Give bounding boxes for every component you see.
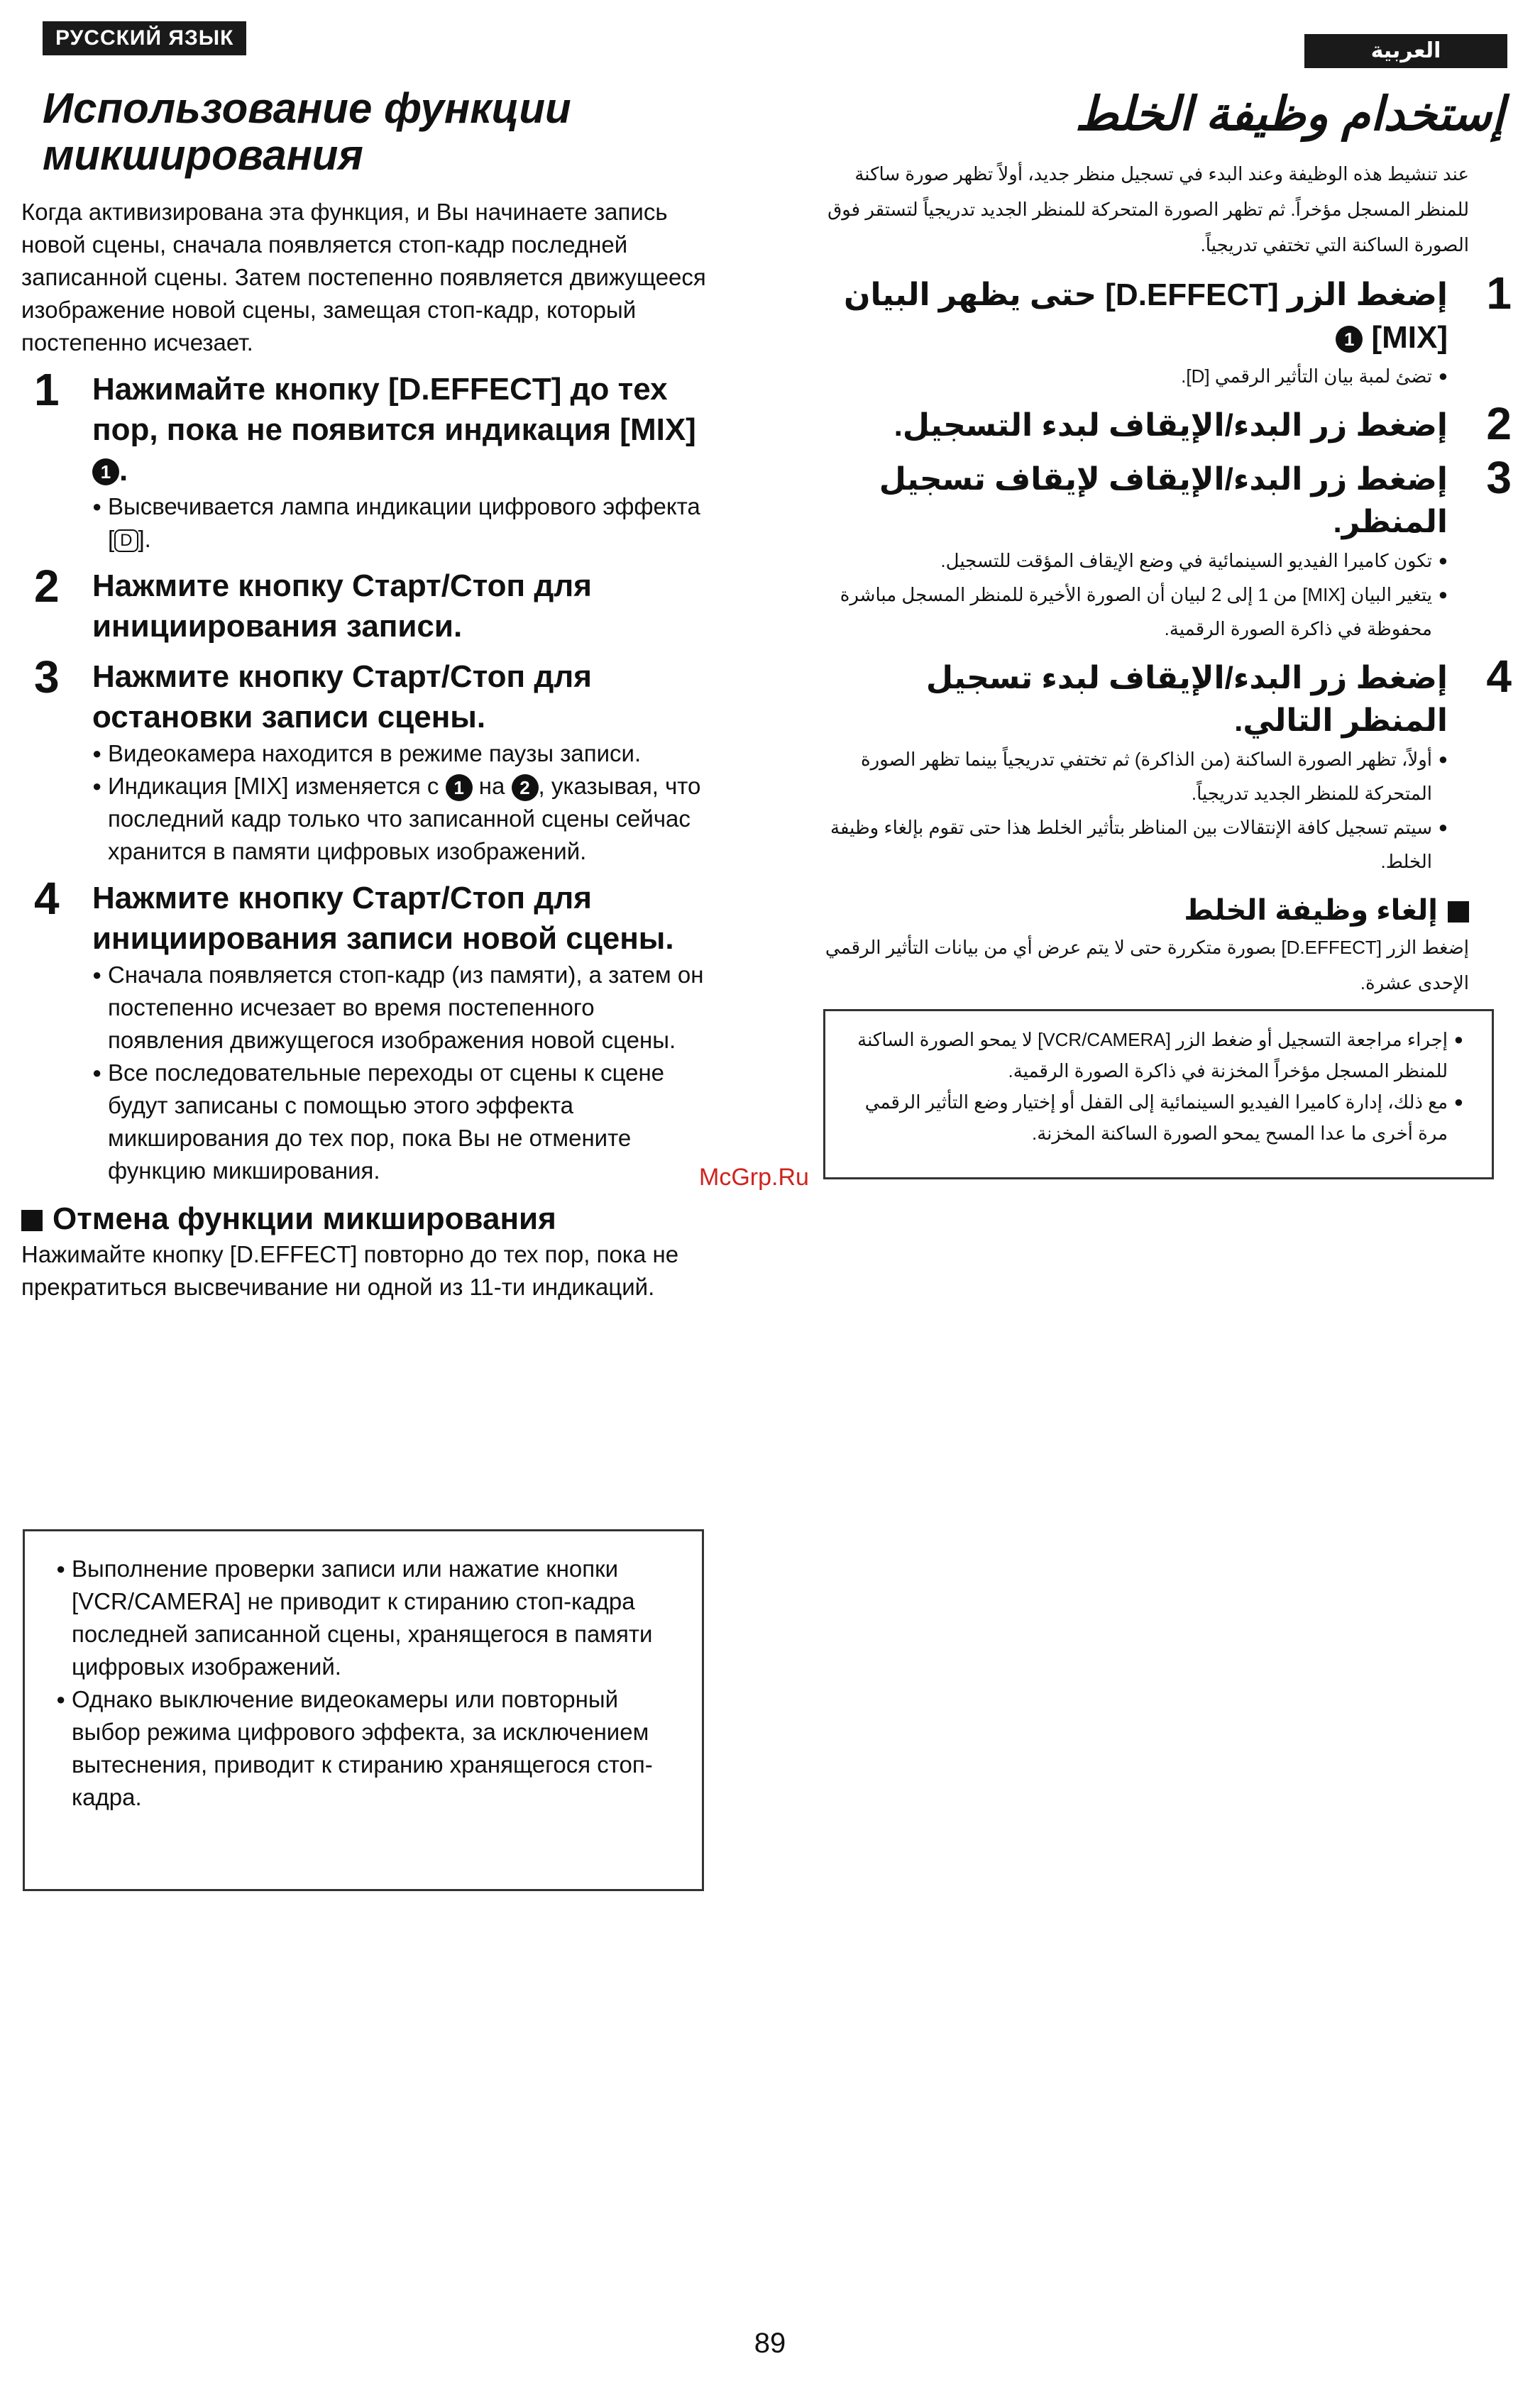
page-number: 89 — [754, 2328, 786, 2359]
step-1 — [21, 364, 710, 556]
step-3 — [21, 651, 710, 868]
step-2 — [21, 561, 710, 646]
step-number: 2 — [1486, 398, 1512, 449]
note-box-arabic — [823, 1009, 1494, 1179]
note-bullet: ● Однако выключение видеокамеры или повторный выбор режима цифрового эффекта, за исключением вытеснения, приводит к стиранию хранящегося стоп-кадра. — [56, 1683, 671, 1814]
d-effect-icon: D — [114, 529, 138, 552]
note-bullet: ● مع ذلك، إدارة كاميرا الفيديو السينمائية إلى القفل أو إختيار وضع التأثير الرقمي مرة أخرى ما عدا المسح يمحو الصورة الساكنة المخزنة. — [854, 1086, 1463, 1149]
step-title: إضغط زر البدء/الإيقاف لبدء التسجيل. — [893, 408, 1448, 443]
bullet: ● Высвечивается лампа индикации цифрового эффекта [ D ]. — [92, 490, 710, 556]
cancel-section-title-arabic: إلغاء وظيفة الخلط — [816, 891, 1469, 930]
bullet: ● تضئ لمبة بيان التأثير الرقمي [D]. — [816, 359, 1448, 393]
language-tab-russian: РУССКИЙ ЯЗЫК — [43, 21, 246, 55]
step-number: 1 — [34, 364, 60, 415]
arabic-column — [816, 85, 1526, 1001]
cancel-paragraph-arabic: إضغط الزر [D.EFFECT] بصورة متكررة حتى لا يتم عرض أي من بيانات التأثير الرقمي الإحدى عشرة. — [825, 937, 1469, 993]
russian-column — [21, 85, 710, 1304]
step-1-arabic — [816, 268, 1526, 393]
square-bullet-icon — [21, 1210, 43, 1231]
bullet: ● Индикация [MIX] изменяется с 1 на 2 , указывая, что последний кадр только что записанной сцены сейчас хранится в памяти цифровых изображений. — [92, 770, 710, 868]
step-title: إضغط زر البدء/الإيقاف لبدء تسجيل المنظر التالي. — [925, 661, 1448, 738]
step-title: Нажмите кнопку Старт/Стоп для инициирования записи. — [92, 568, 592, 644]
cancel-section-title: Отмена функции микширования — [21, 1200, 710, 1238]
step-2-arabic — [816, 398, 1526, 449]
bullet: ● أولاً، تظهر الصورة الساكنة (من الذاكرة) ثم تختفي تدريجياً بينما تظهر الصورة المتحركة للمنظر الجديد تدريجياً. — [816, 742, 1448, 810]
note-bullet: ● إجراء مراجعة التسجيل أو ضغط الزر [VCR/CAMERA] لا يمحو الصورة الساكنة للمنظر المسجل مؤخراً المخزنة في ذاكرة الصورة الرقمية. — [854, 1024, 1463, 1086]
step-number: 1 — [1486, 268, 1512, 319]
step-number: 3 — [1486, 452, 1512, 503]
bullet: ● سيتم تسجيل كافة الإنتقالات بين المناظر بتأثير الخلط هذا حتى تقوم بإلغاء وظيفة الخلط. — [816, 810, 1448, 879]
step-title: إضغط زر البدء/الإيقاف لإيقاف تسجيل المنظر. — [879, 462, 1448, 539]
bullet: ● Сначала появляется стоп-кадр (из памяти), а затем он постепенно исчезает во время постепенного появления движущегося изображения новой сцены. — [92, 959, 710, 1057]
circled-number-icon: 1 — [446, 774, 473, 801]
intro-paragraph: Когда активизирована эта функция, и Вы начинаете запись новой сцены, сначала появляется стоп-кадр последней записанной сцены. Затем постепенно появляется движущееся изображение новой сцены, замещая стоп-кадр, который постепенно исчезает. — [21, 199, 706, 356]
step-title: إضغط الزر [D.EFFECT] حتى يظهر البيان [MIX] 1 — [844, 277, 1448, 355]
step-title: Нажмите кнопку Старт/Стоп для инициирования записи новой сцены. — [92, 881, 674, 956]
step-4 — [21, 873, 710, 1187]
language-tab-arabic: العربية — [1304, 34, 1507, 68]
square-bullet-icon — [1448, 901, 1469, 923]
bullet: ● Все последовательные переходы от сцены к сцене будут записаны с помощью этого эффекта микширования до тех пор, пока Вы не отмените функцию микширования. — [92, 1057, 710, 1187]
step-title: Нажимайте кнопку [D.EFFECT] до тех пор, пока не появится индикация [MIX] 1 . — [92, 372, 696, 488]
step-title: Нажмите кнопку Старт/Стоп для остановки записи сцены. — [92, 659, 592, 734]
step-number: 4 — [1486, 651, 1512, 702]
bullet: ● تكون كاميرا الفيديو السينمائية في وضع الإيقاف المؤقت للتسجيل. — [816, 544, 1448, 578]
note-box-russian — [23, 1529, 704, 1891]
cancel-paragraph: Нажимайте кнопку [D.EFFECT] повторно до тех пор, пока не прекратиться высвечивание ни одной из 11-ти индикаций. — [21, 1241, 679, 1300]
circled-number-icon: 1 — [1336, 326, 1363, 353]
circled-number-icon: 1 — [92, 458, 119, 485]
circled-number-icon: 2 — [512, 774, 539, 801]
note-bullet: ● Выполнение проверки записи или нажатие кнопки [VCR/CAMERA] не приводит к стиранию стоп-кадра последней записанной сцены, хранящегося в памяти цифровых изображений. — [56, 1553, 671, 1683]
step-3-arabic — [816, 452, 1526, 646]
step-number: 4 — [34, 873, 60, 924]
step-number: 3 — [34, 651, 60, 703]
page-title-arabic: إستخدام وظيفة الخلط — [1074, 87, 1505, 140]
bullet: ● يتغير البيان [MIX] من 1 إلى 2 لبيان أن الصورة الأخيرة للمنظر المسجل مباشرة محفوظة في ذاكرة الصورة الرقمية. — [816, 578, 1448, 646]
watermark: McGrp.Ru — [699, 1164, 809, 1191]
bullet: ● Видеокамера находится в режиме паузы записи. — [92, 737, 710, 770]
intro-paragraph-arabic: عند تنشيط هذه الوظيفة وعند البدء في تسجيل منظر جديد، أولاً تظهر صورة ساكنة للمنظر المسجل مؤخراً. ثم تظهر الصورة المتحركة للمنظر الجديد تدريجياً لتستقر فوق الصورة الساكنة التي تختفي تدريجياً. — [827, 163, 1469, 255]
step-number: 2 — [34, 561, 60, 612]
step-4-arabic — [816, 651, 1526, 879]
page-title: Использование функции микширования — [43, 84, 571, 179]
